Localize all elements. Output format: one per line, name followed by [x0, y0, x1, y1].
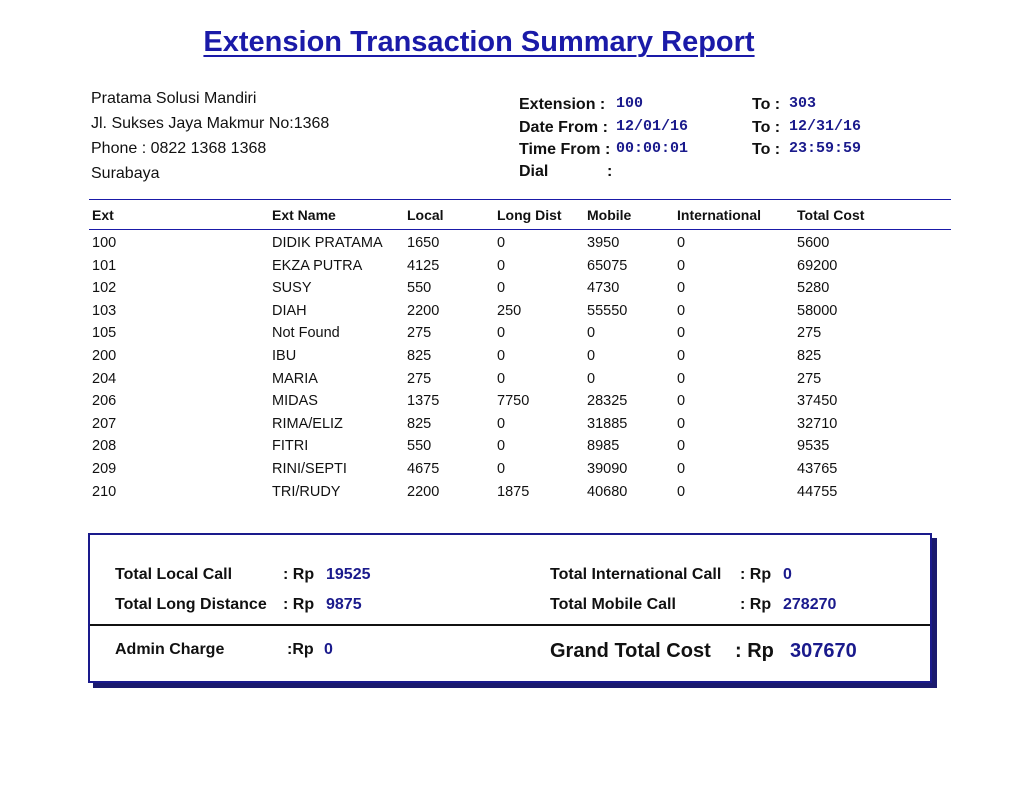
total-long-distance-value: 9875: [326, 596, 362, 613]
cell-long-dist: 1875: [497, 483, 530, 500]
cell-international: 0: [677, 438, 686, 455]
total-international-call-label: Total International Call: [550, 566, 722, 583]
cell-ext-name: RIMA/ELIZ: [272, 415, 343, 432]
cell-total-cost: 69200: [797, 257, 838, 274]
cell-international: 0: [677, 280, 686, 297]
cell-ext-name: RINI/SEPTI: [272, 460, 347, 477]
cell-international: 0: [677, 347, 686, 364]
cell-international: 0: [677, 415, 686, 432]
extension-to-label: To :: [752, 96, 781, 113]
table-row: [0, 233, 1019, 256]
cell-total-cost: 275: [797, 370, 822, 387]
cell-long-dist: 0: [497, 235, 506, 251]
table-row: [0, 346, 1019, 369]
cell-ext: 208: [92, 438, 117, 455]
cell-long-dist: 250: [497, 302, 522, 319]
total-long-distance-label: Total Long Distance: [115, 596, 267, 613]
table-row: [0, 323, 1019, 346]
dial-label: Dial: [519, 163, 549, 180]
cell-total-cost: 5280: [797, 280, 830, 297]
cell-local: 1650: [407, 235, 440, 251]
cell-ext-name: FITRI: [272, 438, 309, 455]
header-local: Local: [407, 207, 444, 223]
summary-divider: [90, 624, 930, 626]
admin-charge-value: 0: [324, 641, 333, 658]
cell-ext: 101: [92, 257, 117, 274]
total-mobile-call-rp: : Rp: [740, 596, 772, 613]
cell-mobile: 0: [587, 347, 596, 364]
company-phone: Phone : 0822 1368 1368: [91, 140, 267, 157]
admin-charge-rp: :Rp: [287, 641, 314, 658]
company-name: Pratama Solusi Mandiri: [91, 90, 257, 107]
cell-local: 1375: [407, 393, 440, 410]
header-long-dist: Long Dist: [497, 207, 562, 223]
cell-international: 0: [677, 483, 686, 500]
total-international-call-value: 0: [783, 566, 792, 583]
cell-local: 2200: [407, 483, 440, 500]
cell-local: 4675: [407, 460, 440, 477]
cell-total-cost: 37450: [797, 393, 838, 410]
cell-mobile: 4730: [587, 280, 620, 297]
cell-local: 2200: [407, 302, 440, 319]
cell-long-dist: 0: [497, 438, 506, 455]
cell-local: 825: [407, 347, 432, 364]
extension-label: Extension :: [519, 96, 606, 113]
cell-international: 0: [677, 257, 686, 274]
date-from-label: Date From :: [519, 119, 608, 136]
cell-long-dist: 7750: [497, 393, 530, 410]
cell-long-dist: 0: [497, 415, 506, 432]
cell-international: 0: [677, 460, 686, 477]
table-row: [0, 278, 1019, 301]
cell-ext: 206: [92, 393, 117, 410]
cell-ext: 210: [92, 483, 117, 500]
header-total-cost: Total Cost: [797, 207, 865, 223]
header-bottom-rule: [89, 229, 951, 230]
cell-international: 0: [677, 325, 686, 342]
dial-colon: :: [607, 163, 613, 180]
cell-total-cost: 5600: [797, 235, 830, 251]
header-ext-name: Ext Name: [272, 207, 336, 223]
date-to-value: 12/31/16: [789, 118, 862, 135]
company-city: Surabaya: [91, 165, 160, 182]
table-row: [0, 301, 1019, 324]
cell-ext: 100: [92, 235, 117, 251]
cell-mobile: 65075: [587, 257, 628, 274]
table-row: [0, 391, 1019, 414]
grand-total-label: Grand Total Cost: [550, 640, 711, 662]
table-body: [0, 233, 1019, 504]
cell-mobile: 40680: [587, 483, 628, 500]
cell-mobile: 0: [587, 325, 596, 342]
table-top-rule: [89, 199, 951, 200]
time-to-value: 23:59:59: [789, 140, 862, 157]
time-from-label: Time From :: [519, 141, 611, 158]
total-local-call-value: 19525: [326, 566, 371, 583]
cell-ext-name: EKZA PUTRA: [272, 257, 363, 274]
cell-ext-name: DIAH: [272, 302, 307, 319]
cell-total-cost: 58000: [797, 302, 838, 319]
table-row: [0, 459, 1019, 482]
cell-ext-name: MARIA: [272, 370, 318, 387]
cell-total-cost: 44755: [797, 483, 838, 500]
cell-local: 825: [407, 415, 432, 432]
cell-international: 0: [677, 302, 686, 319]
table-row: [0, 414, 1019, 437]
table-row: [0, 369, 1019, 392]
cell-ext: 204: [92, 370, 117, 387]
cell-mobile: 0: [587, 370, 596, 387]
company-info: [91, 86, 329, 186]
cell-mobile: 31885: [587, 415, 628, 432]
cell-local: 550: [407, 280, 432, 297]
cell-mobile: 39090: [587, 460, 628, 477]
cell-local: 275: [407, 325, 432, 342]
total-local-call-label: Total Local Call: [115, 566, 233, 583]
cell-ext-name: TRI/RUDY: [272, 483, 341, 500]
cell-ext-name: DIDIK PRATAMA: [272, 235, 383, 251]
cell-international: 0: [677, 370, 686, 387]
cell-ext: 102: [92, 280, 117, 297]
grand-total-value: 307670: [790, 640, 857, 662]
time-to-label: To :: [752, 141, 781, 158]
cell-ext-name: Not Found: [272, 325, 340, 342]
header-mobile: Mobile: [587, 207, 632, 223]
cell-long-dist: 0: [497, 370, 506, 387]
cell-total-cost: 32710: [797, 415, 838, 432]
cell-long-dist: 0: [497, 325, 506, 342]
table-row: [0, 256, 1019, 279]
cell-long-dist: 0: [497, 460, 506, 477]
cell-local: 4125: [407, 257, 440, 274]
cell-total-cost: 275: [797, 325, 822, 342]
cell-mobile: 3950: [587, 235, 620, 251]
total-mobile-call-value: 278270: [783, 596, 837, 613]
summary-box: [88, 533, 932, 683]
cell-ext: 209: [92, 460, 117, 477]
table-header: [0, 207, 1019, 225]
cell-total-cost: 9535: [797, 438, 830, 455]
cell-long-dist: 0: [497, 257, 506, 274]
time-from-value: 00:00:01: [616, 140, 689, 157]
total-mobile-call-label: Total Mobile Call: [550, 596, 676, 613]
cell-international: 0: [677, 393, 686, 410]
cell-ext-name: SUSY: [272, 280, 312, 297]
cell-total-cost: 43765: [797, 460, 838, 477]
total-international-call-rp: : Rp: [740, 566, 772, 583]
report-title: Extension Transaction Summary Report: [203, 26, 755, 58]
extension-from-value: 100: [616, 95, 644, 112]
admin-charge-label: Admin Charge: [115, 641, 225, 658]
cell-international: 0: [677, 235, 686, 251]
cell-ext: 200: [92, 347, 117, 364]
cell-ext-name: MIDAS: [272, 393, 318, 410]
cell-ext-name: IBU: [272, 347, 297, 364]
table-row: [0, 436, 1019, 459]
extension-to-value: 303: [789, 95, 817, 112]
header-international: International: [677, 207, 762, 223]
company-address: Jl. Sukses Jaya Makmur No:1368: [91, 115, 330, 132]
cell-mobile: 28325: [587, 393, 628, 410]
total-long-distance-rp: : Rp: [283, 596, 315, 613]
cell-mobile: 8985: [587, 438, 620, 455]
header-ext: Ext: [92, 207, 114, 223]
cell-total-cost: 825: [797, 347, 822, 364]
cell-ext: 207: [92, 415, 117, 432]
cell-long-dist: 0: [497, 280, 506, 297]
cell-ext: 105: [92, 325, 117, 342]
cell-long-dist: 0: [497, 347, 506, 364]
date-from-value: 12/01/16: [616, 118, 689, 135]
cell-local: 550: [407, 438, 432, 455]
date-to-label: To :: [752, 119, 781, 136]
cell-ext: 103: [92, 302, 117, 319]
cell-mobile: 55550: [587, 302, 628, 319]
cell-local: 275: [407, 370, 432, 387]
total-local-call-rp: : Rp: [283, 566, 315, 583]
grand-total-rp: : Rp: [735, 640, 774, 662]
table-row: [0, 482, 1019, 505]
